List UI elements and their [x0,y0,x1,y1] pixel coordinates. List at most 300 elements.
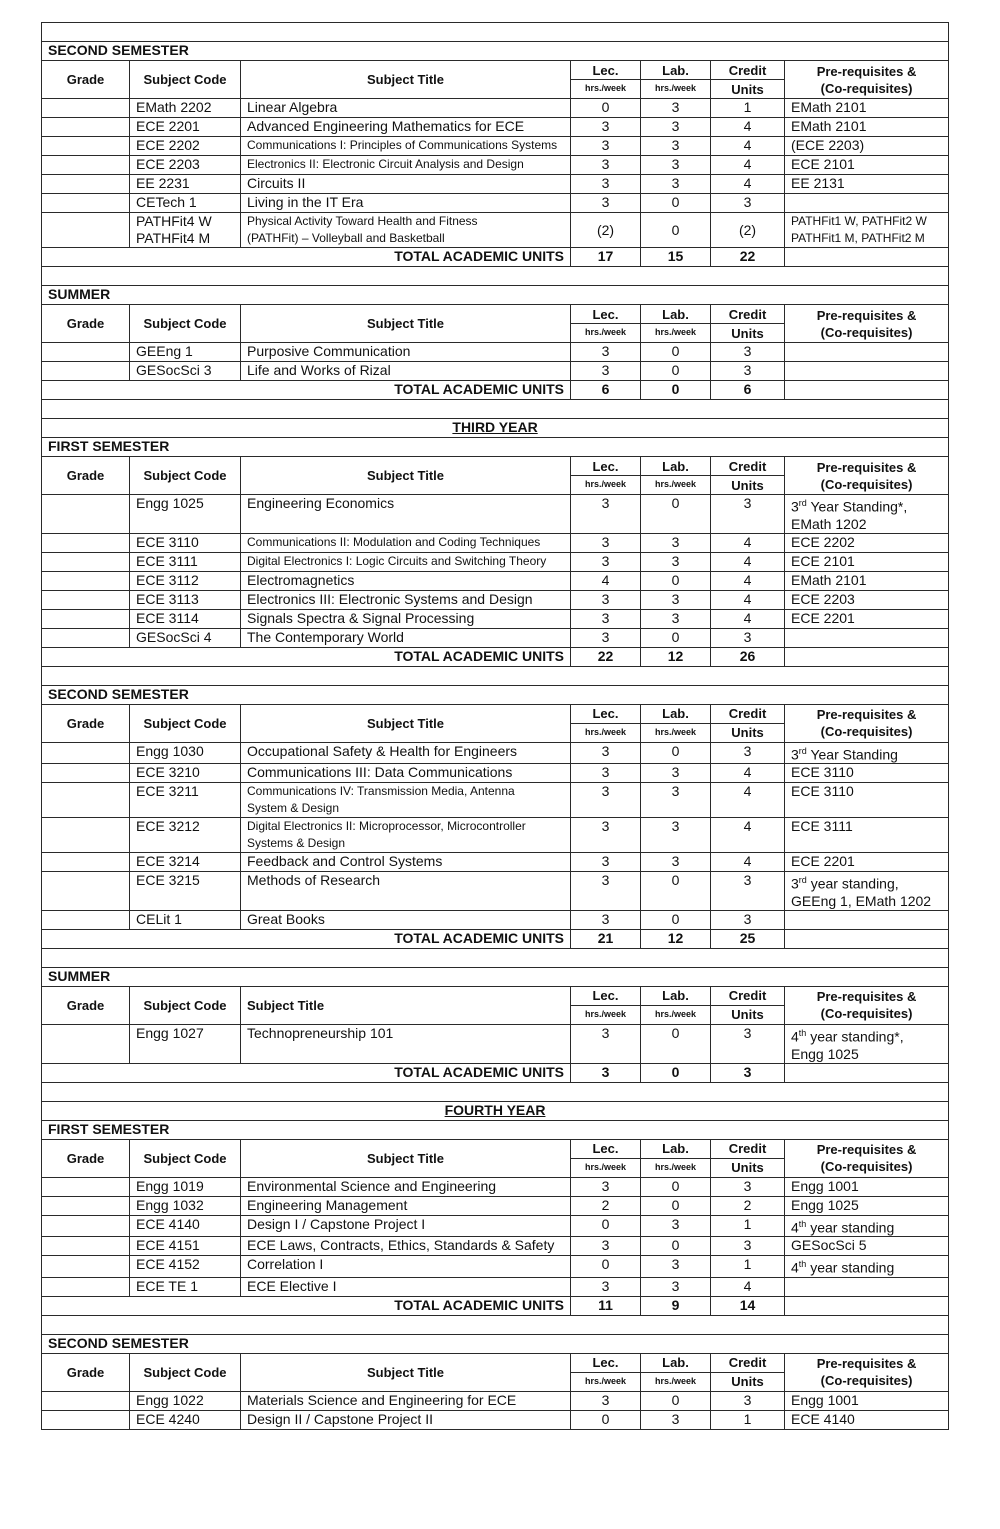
table-row [42,853,949,872]
total-lec: 11 [571,1296,641,1315]
subject-title: Circuits II [241,175,571,194]
header-grade: Grade [42,61,130,99]
table-row [42,1024,949,1063]
prerequisites: ECE 2203 [785,590,949,609]
credit-units: 4 [711,137,785,156]
header-grade: Grade [42,1353,130,1391]
grade-cell [42,495,130,534]
subject-code: ECE 3111 [130,552,241,571]
header-prereq: Pre-requisites & (Co-requisites) [785,61,949,99]
lab-hours: 0 [641,910,711,929]
credit-units: 3 [711,910,785,929]
spacer-cell [42,1082,949,1101]
credit-units: 1 [711,99,785,118]
header-code: Subject Code [130,986,241,1024]
credit-units: 4 [711,590,785,609]
header-title: Subject Title [241,1353,571,1391]
subject-code: CELit 1 [130,910,241,929]
term-row [42,967,949,986]
lec-hours: 3 [571,118,641,137]
table-row [42,156,949,175]
spacer-cell [42,948,949,967]
header-row [42,704,949,723]
credit-units: 4 [711,118,785,137]
credit-units: 3 [711,194,785,213]
prerequisites: Engg 1025 [785,1196,949,1215]
grade-cell [42,1391,130,1410]
header-lab: Lab. [641,305,711,324]
grade-cell [42,818,130,853]
header-hrs: hrs./week [641,80,711,99]
lab-hours: 0 [641,1024,711,1063]
lec-hours: (2) [571,213,641,248]
header-row [42,61,949,80]
prerequisites [785,362,949,381]
spacer-row [42,400,949,419]
grade-cell [42,343,130,362]
prerequisites: Engg 1001 [785,1391,949,1410]
lec-hours: 4 [571,571,641,590]
lab-hours: 0 [641,742,711,764]
credit-units: (2) [711,213,785,248]
table-row [42,628,949,647]
lec-hours: 3 [571,552,641,571]
total-units: 26 [711,647,785,666]
lab-hours: 3 [641,1277,711,1296]
lab-hours: 0 [641,1177,711,1196]
lec-hours: 0 [571,1410,641,1429]
total-lab: 12 [641,647,711,666]
subject-code: ECE 3112 [130,571,241,590]
lab-hours: 3 [641,156,711,175]
prerequisites: ECE 3110 [785,764,949,783]
term-row [42,685,949,704]
prerequisites: 3rd Year Standing [785,742,949,764]
subject-code: ECE 4140 [130,1215,241,1237]
prerequisites: PATHFit1 W, PATHFit2 W PATHFit1 M, PATHFit2 M [785,213,949,248]
table-row [42,818,949,853]
header-lec: Lec. [571,457,641,476]
lec-hours: 3 [571,533,641,552]
prerequisites: ECE 2101 [785,552,949,571]
prerequisites: EMath 2101 [785,571,949,590]
header-credit: Credit [711,1353,785,1372]
header-lab: Lab. [641,61,711,80]
total-lec: 17 [571,248,641,267]
prerequisites: ECE 3111 [785,818,949,853]
term-title: SECOND SEMESTER [42,42,949,61]
term-title: SUMMER [42,967,949,986]
year-title: THIRD YEAR [42,419,949,438]
credit-units: 4 [711,175,785,194]
lab-hours: 3 [641,853,711,872]
credit-units: 1 [711,1410,785,1429]
prerequisites [785,910,949,929]
header-grade: Grade [42,704,130,742]
credit-units: 4 [711,853,785,872]
header-credit: Credit [711,704,785,723]
header-hrs: hrs./week [571,723,641,742]
prerequisites [785,628,949,647]
prerequisites: 4th year standing [785,1256,949,1278]
subject-title: Engineering Economics [241,495,571,534]
header-row [42,305,949,324]
prerequisites [785,343,949,362]
table-row [42,910,949,929]
lec-hours: 3 [571,1024,641,1063]
header-hrs: hrs./week [571,324,641,343]
spacer-cell [42,267,949,286]
lec-hours: 3 [571,156,641,175]
subject-code: ECE 2202 [130,137,241,156]
header-prereq: Pre-requisites & (Co-requisites) [785,305,949,343]
table-row [42,175,949,194]
lec-hours: 0 [571,1256,641,1278]
header-lec: Lec. [571,1353,641,1372]
header-code: Subject Code [130,704,241,742]
lec-hours: 3 [571,1391,641,1410]
grade-cell [42,1410,130,1429]
header-title: Subject Title [241,986,571,1024]
total-row [42,929,949,948]
spacer-row [42,267,949,286]
spacer-cell [42,400,949,419]
header-prereq: Pre-requisites & (Co-requisites) [785,1139,949,1177]
header-hrs: hrs./week [571,1158,641,1177]
blank-row [42,23,949,42]
subject-code: ECE 3110 [130,533,241,552]
term-title: SUMMER [42,286,949,305]
subject-title: Technopreneurship 101 [241,1024,571,1063]
credit-units: 3 [711,628,785,647]
subject-code: ECE 3211 [130,783,241,818]
table-row [42,533,949,552]
lab-hours: 3 [641,1215,711,1237]
grade-cell [42,533,130,552]
subject-title: Design I / Capstone Project I [241,1215,571,1237]
table-row [42,99,949,118]
header-hrs: hrs./week [571,476,641,495]
header-prereq: Pre-requisites & (Co-requisites) [785,986,949,1024]
lec-hours: 0 [571,1215,641,1237]
header-lab: Lab. [641,457,711,476]
header-title: Subject Title [241,61,571,99]
table-row [42,872,949,911]
table-row [42,764,949,783]
subject-code: ECE 3214 [130,853,241,872]
header-code: Subject Code [130,1139,241,1177]
prerequisites: ECE 3110 [785,783,949,818]
subject-code: EMath 2202 [130,99,241,118]
subject-code: ECE 3215 [130,872,241,911]
subject-title: Advanced Engineering Mathematics for ECE [241,118,571,137]
lab-hours: 3 [641,764,711,783]
prerequisites: ECE 2202 [785,533,949,552]
lec-hours: 3 [571,1237,641,1256]
subject-title: Communications III: Data Communications [241,764,571,783]
header-units: Units [711,723,785,742]
credit-units: 1 [711,1256,785,1278]
term-title: SECOND SEMESTER [42,685,949,704]
table-row [42,590,949,609]
lec-hours: 3 [571,362,641,381]
grade-cell [42,571,130,590]
prerequisites: GESocSci 5 [785,1237,949,1256]
header-code: Subject Code [130,305,241,343]
header-hrs: hrs./week [641,1005,711,1024]
term-row [42,438,949,457]
subject-code: Engg 1022 [130,1391,241,1410]
subject-title: Purposive Communication [241,343,571,362]
prerequisites: 3rd year standing, GEEng 1, EMath 1202 [785,872,949,911]
subject-code: Engg 1019 [130,1177,241,1196]
total-label: TOTAL ACADEMIC UNITS [42,248,571,267]
credit-units: 3 [711,495,785,534]
total-row [42,381,949,400]
table-row [42,194,949,213]
subject-title: Electromagnetics [241,571,571,590]
header-lec: Lec. [571,986,641,1005]
total-blank [785,381,949,400]
header-credit: Credit [711,457,785,476]
prerequisites: EMath 2101 [785,99,949,118]
total-units: 22 [711,248,785,267]
lec-hours: 3 [571,910,641,929]
header-prereq: Pre-requisites & (Co-requisites) [785,1353,949,1391]
prerequisites: ECE 4140 [785,1410,949,1429]
subject-code: GESocSci 4 [130,628,241,647]
subject-title: Electronics III: Electronic Systems and Design [241,590,571,609]
lec-hours: 3 [571,137,641,156]
total-lec: 6 [571,381,641,400]
grade-cell [42,1024,130,1063]
credit-units: 3 [711,1024,785,1063]
grade-cell [42,137,130,156]
grade-cell [42,1256,130,1278]
total-lab: 0 [641,381,711,400]
lab-hours: 3 [641,175,711,194]
total-blank [785,929,949,948]
credit-units: 4 [711,818,785,853]
header-credit: Credit [711,61,785,80]
subject-title: Digital Electronics II: Microprocessor, Microcontroller Systems & Design [241,818,571,853]
subject-title: Life and Works of Rizal [241,362,571,381]
subject-title: ECE Elective I [241,1277,571,1296]
total-label: TOTAL ACADEMIC UNITS [42,647,571,666]
term-title: FIRST SEMESTER [42,438,949,457]
table-row [42,571,949,590]
header-hrs: hrs./week [571,1372,641,1391]
spacer-row [42,1082,949,1101]
lec-hours: 3 [571,783,641,818]
lab-hours: 3 [641,1410,711,1429]
total-lab: 0 [641,1063,711,1082]
header-lab: Lab. [641,704,711,723]
lec-hours: 3 [571,872,641,911]
header-units: Units [711,80,785,99]
prerequisites: ECE 2101 [785,156,949,175]
table-row [42,213,949,248]
lab-hours: 0 [641,213,711,248]
header-lec: Lec. [571,61,641,80]
subject-title: Occupational Safety & Health for Engineers [241,742,571,764]
table-row [42,343,949,362]
lab-hours: 3 [641,609,711,628]
header-code: Subject Code [130,61,241,99]
header-hrs: hrs./week [641,1158,711,1177]
lec-hours: 3 [571,764,641,783]
header-title: Subject Title [241,1139,571,1177]
prerequisites: ECE 2201 [785,853,949,872]
subject-title: Electronics II: Electronic Circuit Analysis and Design [241,156,571,175]
term-row [42,1120,949,1139]
lec-hours: 3 [571,175,641,194]
grade-cell [42,213,130,248]
subject-title: Design II / Capstone Project II [241,1410,571,1429]
lec-hours: 3 [571,628,641,647]
header-hrs: hrs./week [641,324,711,343]
grade-cell [42,1215,130,1237]
header-credit: Credit [711,305,785,324]
spacer-cell [42,1315,949,1334]
total-label: TOTAL ACADEMIC UNITS [42,929,571,948]
lec-hours: 0 [571,99,641,118]
subject-code: ECE 4240 [130,1410,241,1429]
table-row [42,1177,949,1196]
lec-hours: 3 [571,343,641,362]
total-units: 3 [711,1063,785,1082]
grade-cell [42,118,130,137]
credit-units: 1 [711,1215,785,1237]
lab-hours: 3 [641,1256,711,1278]
lab-hours: 0 [641,628,711,647]
lab-hours: 0 [641,1237,711,1256]
year-title: FOURTH YEAR [42,1101,949,1120]
subject-title: Feedback and Control Systems [241,853,571,872]
header-units: Units [711,1158,785,1177]
grade-cell [42,552,130,571]
total-label: TOTAL ACADEMIC UNITS [42,1063,571,1082]
credit-units: 4 [711,156,785,175]
lab-hours: 0 [641,1391,711,1410]
header-grade: Grade [42,986,130,1024]
term-row [42,42,949,61]
header-units: Units [711,1372,785,1391]
table-row [42,783,949,818]
subject-code: EE 2231 [130,175,241,194]
subject-code: GESocSci 3 [130,362,241,381]
header-hrs: hrs./week [641,723,711,742]
header-lab: Lab. [641,986,711,1005]
lec-hours: 3 [571,609,641,628]
grade-cell [42,1177,130,1196]
subject-code: ECE 2201 [130,118,241,137]
credit-units: 2 [711,1196,785,1215]
credit-units: 4 [711,571,785,590]
prerequisites: Engg 1001 [785,1177,949,1196]
lab-hours: 0 [641,872,711,911]
subject-title: ECE Laws, Contracts, Ethics, Standards & Safety [241,1237,571,1256]
subject-code: Engg 1027 [130,1024,241,1063]
subject-title: Materials Science and Engineering for ECE [241,1391,571,1410]
lab-hours: 3 [641,118,711,137]
year-row [42,419,949,438]
credit-units: 3 [711,1237,785,1256]
table-row [42,118,949,137]
subject-code: ECE 4151 [130,1237,241,1256]
total-blank [785,1296,949,1315]
subject-title: Living in the IT Era [241,194,571,213]
lec-hours: 3 [571,1277,641,1296]
subject-title: Signals Spectra & Signal Processing [241,609,571,628]
subject-title: Methods of Research [241,872,571,911]
total-blank [785,1063,949,1082]
table-row [42,1256,949,1278]
lab-hours: 3 [641,590,711,609]
subject-code: ECE 3114 [130,609,241,628]
grade-cell [42,742,130,764]
lec-hours: 3 [571,742,641,764]
spacer-row [42,948,949,967]
header-code: Subject Code [130,457,241,495]
table-row [42,1215,949,1237]
grade-cell [42,156,130,175]
total-lab: 15 [641,248,711,267]
prerequisites [785,194,949,213]
subject-code: ECE 3113 [130,590,241,609]
subject-code: PATHFit4 W PATHFit4 M [130,213,241,248]
header-lab: Lab. [641,1353,711,1372]
grade-cell [42,175,130,194]
prerequisites: ECE 2201 [785,609,949,628]
table-row [42,137,949,156]
credit-units: 3 [711,742,785,764]
header-units: Units [711,476,785,495]
header-row [42,986,949,1005]
subject-title: Communications II: Modulation and Coding Techniques [241,533,571,552]
header-lec: Lec. [571,704,641,723]
table-row [42,742,949,764]
subject-title: Linear Algebra [241,99,571,118]
curriculum-page [41,22,948,1430]
header-prereq: Pre-requisites & (Co-requisites) [785,457,949,495]
total-row [42,647,949,666]
lec-hours: 2 [571,1196,641,1215]
subject-code: Engg 1032 [130,1196,241,1215]
prerequisites: (ECE 2203) [785,137,949,156]
lab-hours: 0 [641,362,711,381]
subject-code: Engg 1030 [130,742,241,764]
header-units: Units [711,1005,785,1024]
header-title: Subject Title [241,704,571,742]
grade-cell [42,872,130,911]
total-lab: 12 [641,929,711,948]
subject-code: Engg 1025 [130,495,241,534]
total-lec: 22 [571,647,641,666]
table-row [42,1196,949,1215]
header-grade: Grade [42,305,130,343]
table-row [42,1410,949,1429]
credit-units: 4 [711,533,785,552]
header-lab: Lab. [641,1139,711,1158]
table-row [42,495,949,534]
subject-code: ECE TE 1 [130,1277,241,1296]
total-blank [785,248,949,267]
curriculum-table [41,22,949,1430]
table-row [42,1391,949,1410]
lab-hours: 0 [641,1196,711,1215]
lec-hours: 3 [571,194,641,213]
